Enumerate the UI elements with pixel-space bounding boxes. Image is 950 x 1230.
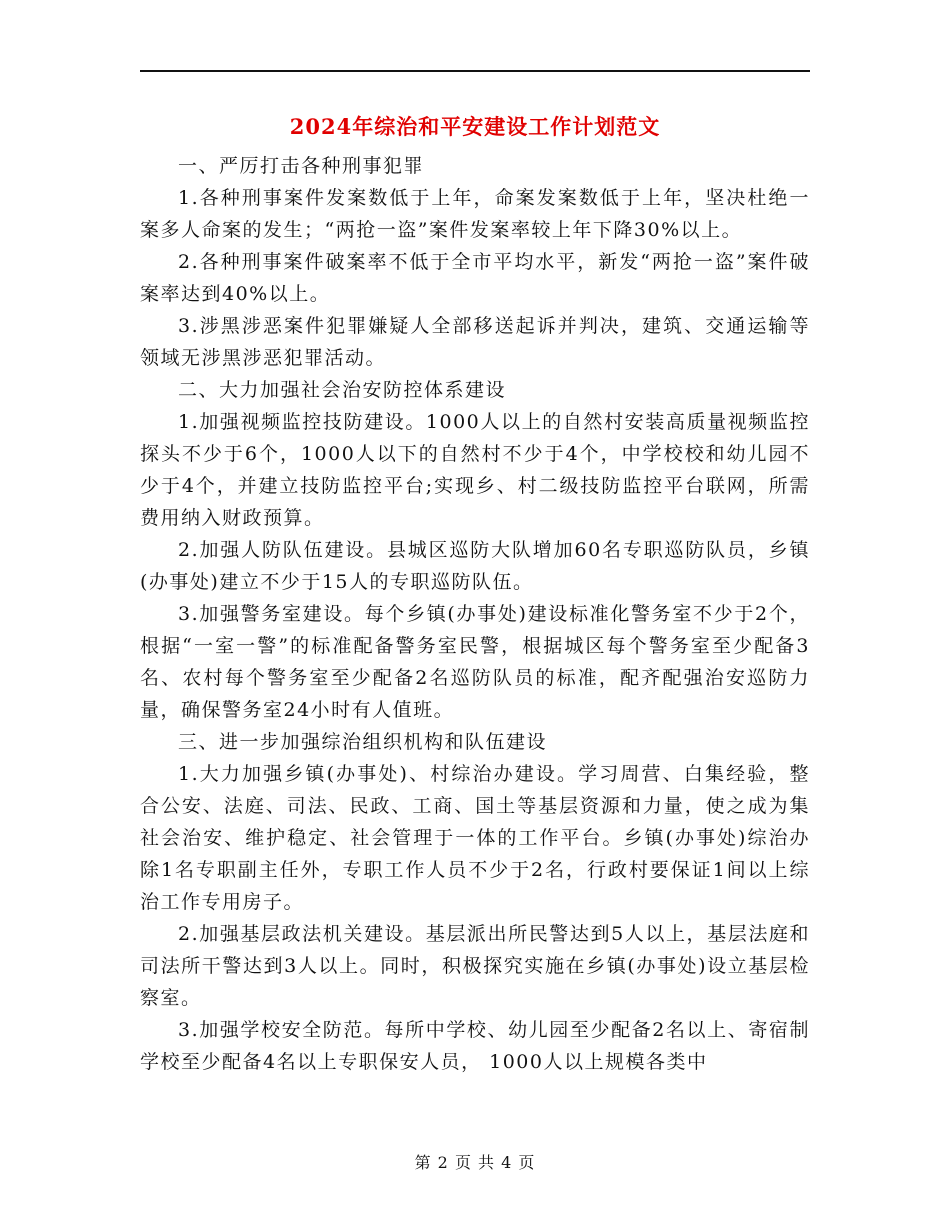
header-rule	[140, 70, 810, 72]
document-body	[140, 150, 810, 1078]
paragraph: 2.各种刑事案件破案率不低于全市平均水平，新发“两抢一盗”案件破案率达到40%以上。	[140, 251, 810, 305]
paragraph: 3.加强学校安全防范。每所中学校、幼儿园至少配备2名以上、寄宿制学校至少配备4名以上专职保安人员， 1000人以上规模各类中	[140, 1019, 810, 1073]
paragraph: 1.加强视频监控技防建设。1000人以上的自然村安装高质量视频监控探头不少于6个，1000人以下的自然村不少于4个，中学校校和幼儿园不少于4个，并建立技防监控平台;实现乡、村二级技防监控平台联网，所需费用纳入财政预算。	[140, 411, 810, 529]
paragraph: 1.各种刑事案件发案数低于上年，命案发案数低于上年，坚决杜绝一案多人命案的发生；“两抢一盗”案件发案率较上年下降30%以上。	[140, 187, 810, 241]
section-heading-3: 三、进一步加强综治组织机构和队伍建设	[178, 731, 548, 753]
document-title: 2024年综治和平安建设工作计划范文	[289, 114, 661, 139]
paragraph: 2.加强人防队伍建设。县城区巡防大队增加60名专职巡防队员，乡镇(办事处)建立不少于15人的专职巡防队伍。	[140, 539, 810, 593]
paragraph: 1.大力加强乡镇(办事处)、村综治办建设。学习周营、白集经验，整合公安、法庭、司法、民政、工商、国土等基层资源和力量，使之成为集社会治安、维护稳定、社会管理于一体的工作平台。乡镇(办事处)综治办除1名专职副主任外，专职工作人员不少于2名，行政村要保证1间以上综治工作专用房子。	[140, 763, 810, 913]
paragraph: 3.加强警务室建设。每个乡镇(办事处)建设标准化警务室不少于2个，根据“一室一警”的标准配备警务室民警，根据城区每个警务室至少配备3名、农村每个警务室至少配备2名巡防队员的标准，配齐配强治安巡防力量，确保警务室24小时有人值班。	[140, 603, 810, 721]
section-heading-2: 二、大力加强社会治安防控体系建设	[178, 379, 507, 401]
section-heading-1: 一、严厉打击各种刑事犯罪	[178, 155, 425, 177]
paragraph: 3.涉黑涉恶案件犯罪嫌疑人全部移送起诉并判决，建筑、交通运输等领域无涉黑涉恶犯罪活动。	[140, 315, 810, 369]
paragraph: 2.加强基层政法机关建设。基层派出所民警达到5人以上，基层法庭和司法所干警达到3人以上。同时，积极探究实施在乡镇(办事处)设立基层检察室。	[140, 923, 810, 1009]
page-number: 第 2 页 共 4 页	[414, 1153, 536, 1172]
